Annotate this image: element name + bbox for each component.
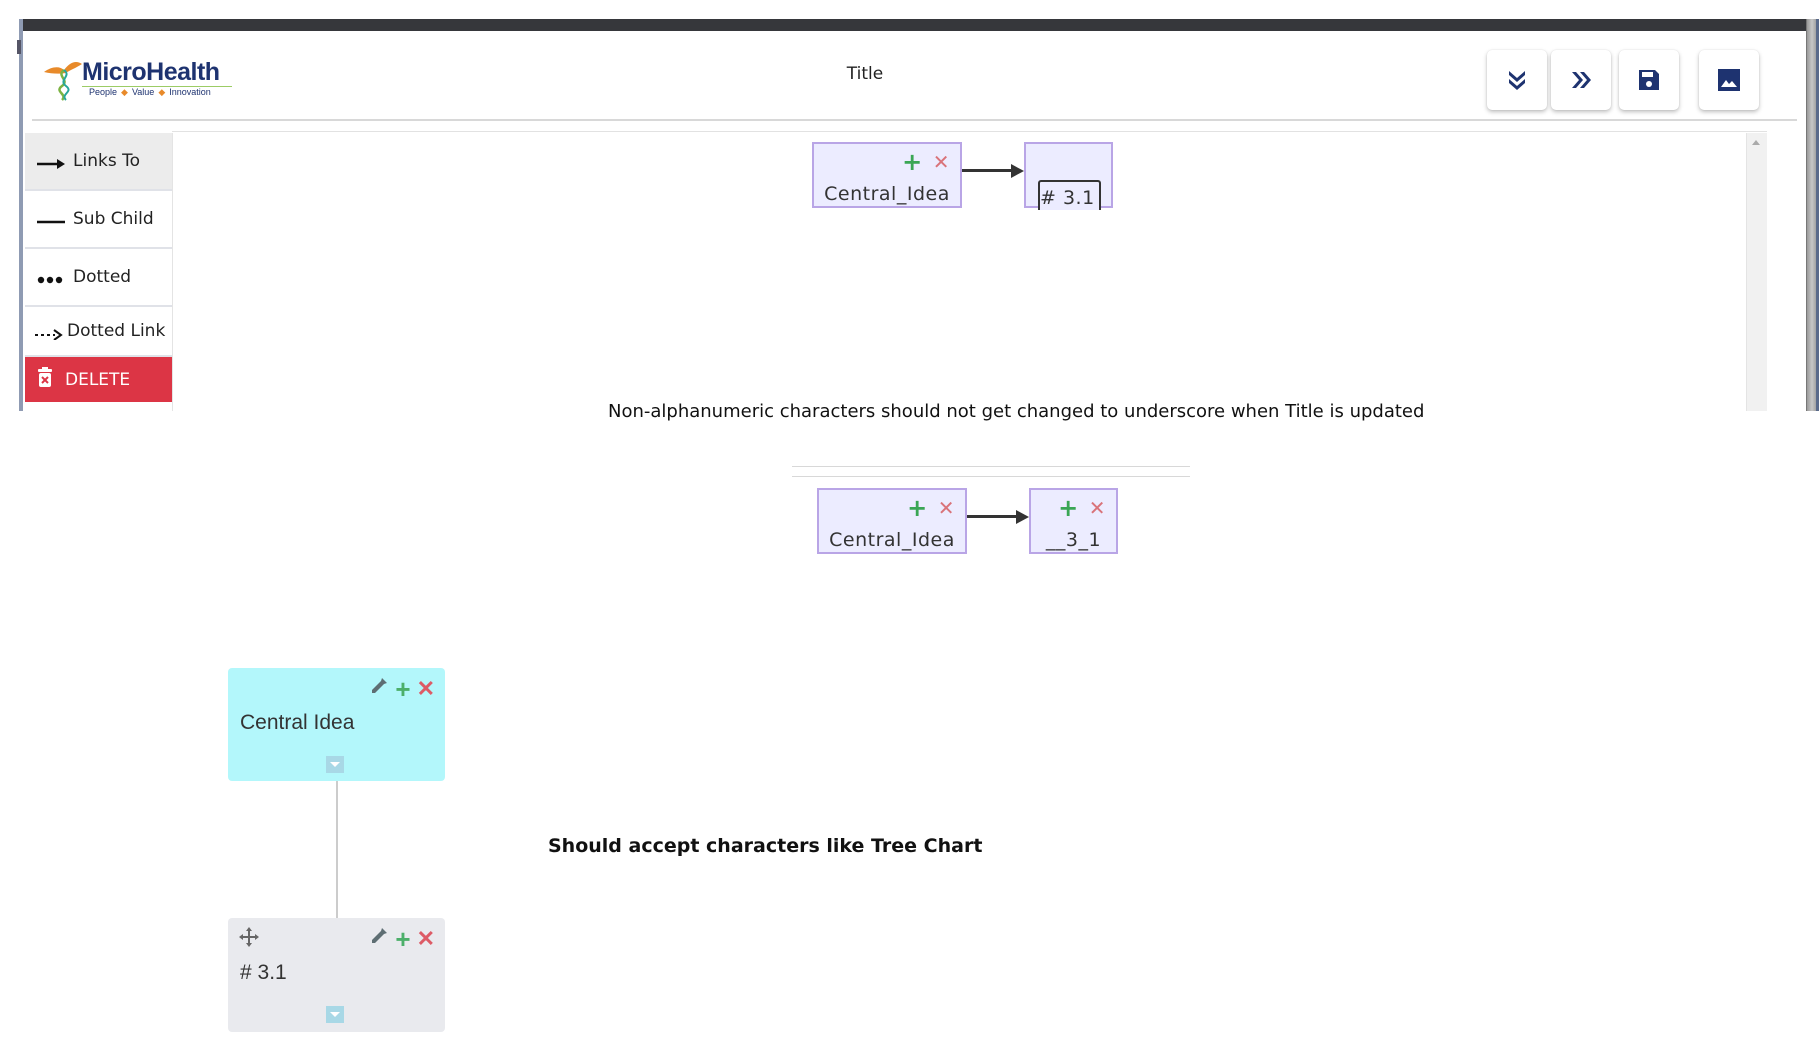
add-node-icon[interactable]: + xyxy=(1058,494,1079,522)
link-type-sidebar xyxy=(25,133,173,411)
node-label-editor[interactable] xyxy=(1038,180,1101,210)
dotted-arrow-icon xyxy=(35,325,63,337)
remove-node-icon[interactable]: ✕ xyxy=(416,676,435,701)
sidebar-item-sub-child[interactable] xyxy=(25,191,172,249)
save-icon xyxy=(1637,68,1661,92)
flowchart-node-central-idea-result[interactable] xyxy=(817,488,967,554)
flowchart-edge xyxy=(967,515,1023,518)
tree-connector xyxy=(336,781,338,918)
flowchart-node-3-1[interactable] xyxy=(1024,142,1113,208)
add-node-icon[interactable]: + xyxy=(902,148,923,176)
node-label: Central_Idea xyxy=(829,529,955,551)
sidebar-item-label: Dotted xyxy=(73,267,132,287)
delete-label: DELETE xyxy=(65,369,131,390)
logo-tagline: People ◆ Value ◆ Innovation xyxy=(89,87,211,97)
remove-node-icon[interactable]: ✕ xyxy=(1088,496,1106,520)
scroll-up-arrow-icon[interactable] xyxy=(1752,140,1760,145)
color-picker-icon[interactable] xyxy=(369,926,389,952)
divider-line xyxy=(792,476,1190,477)
caduceus-icon xyxy=(42,58,82,102)
chevron-double-right-icon xyxy=(1570,70,1592,90)
annotation-non-alphanumeric: Non-alphanumeric characters should not get changed to underscore when Title is updated xyxy=(608,401,1425,422)
collapse-toggle-icon[interactable] xyxy=(326,756,344,773)
tree-node-central-idea[interactable] xyxy=(228,668,445,781)
arrow-right-icon xyxy=(37,155,67,167)
node-label: # 3.1 xyxy=(240,961,287,984)
browser-top-bar xyxy=(23,19,1811,31)
logo-wordmark: MicroHealth xyxy=(82,58,220,86)
color-picker-icon[interactable] xyxy=(369,676,389,702)
remove-node-icon[interactable]: ✕ xyxy=(932,150,950,174)
chart-title[interactable]: Title xyxy=(846,64,884,84)
sidebar-item-label: Sub Child xyxy=(73,209,154,229)
sidebar-item-label: Links To xyxy=(73,151,140,171)
node-label: Central Idea xyxy=(240,711,355,734)
add-node-icon[interactable]: + xyxy=(907,494,928,522)
canvas-top-border xyxy=(172,131,1767,132)
flowchart-edge xyxy=(962,169,1018,172)
remove-node-icon[interactable]: ✕ xyxy=(937,496,955,520)
node-label: __3_1 xyxy=(1045,529,1102,551)
sidebar-item-links-to[interactable] xyxy=(25,133,172,191)
canvas-scrollbar[interactable] xyxy=(1746,133,1767,411)
image-icon xyxy=(1717,68,1741,92)
move-icon[interactable] xyxy=(238,926,260,954)
window-border-tab xyxy=(17,40,21,54)
divider-line xyxy=(792,466,1190,467)
chevron-double-down-icon xyxy=(1507,69,1527,91)
node-label: Central_Idea xyxy=(824,183,950,205)
sidebar-item-label: Dotted Link xyxy=(67,321,166,341)
flowchart-node-central-idea[interactable] xyxy=(812,142,962,208)
collapse-toggle-icon[interactable] xyxy=(326,1006,344,1023)
add-child-icon[interactable]: + xyxy=(395,924,411,954)
solid-line-icon xyxy=(37,213,67,225)
remove-node-icon[interactable]: ✕ xyxy=(416,926,435,951)
sidebar-item-dotted[interactable] xyxy=(25,249,172,307)
save-button[interactable] xyxy=(1619,50,1679,110)
dots-icon xyxy=(37,271,67,283)
expand-right-button[interactable] xyxy=(1551,50,1611,110)
export-image-button[interactable] xyxy=(1699,50,1759,110)
header-divider xyxy=(32,119,1797,121)
arrowhead-icon xyxy=(1011,164,1024,178)
expand-down-button[interactable] xyxy=(1487,50,1547,110)
microhealth-logo xyxy=(42,58,232,102)
sidebar-item-dotted-link[interactable] xyxy=(25,307,172,357)
annotation-tree-chart: Should accept characters like Tree Chart xyxy=(548,835,983,857)
node-label-input-value: # 3.1 xyxy=(1040,187,1095,209)
add-child-icon[interactable]: + xyxy=(395,674,411,704)
trash-icon xyxy=(37,367,53,392)
arrowhead-icon xyxy=(1016,510,1029,524)
flowchart-node-3-1-result[interactable] xyxy=(1029,488,1118,554)
delete-button[interactable] xyxy=(25,357,172,402)
tree-node-3-1[interactable] xyxy=(228,918,445,1032)
